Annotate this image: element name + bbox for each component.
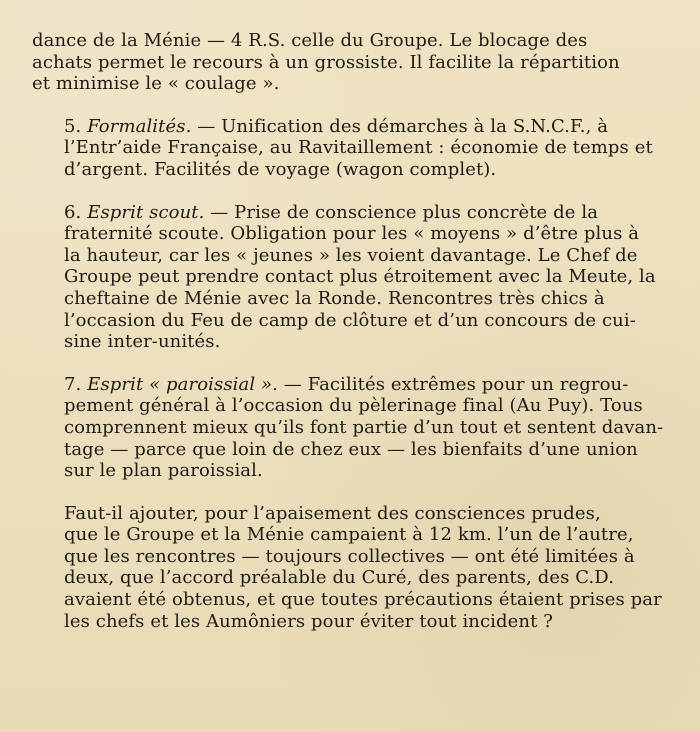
section-6-paragraph bbox=[32, 202, 668, 353]
section-7-line-2: pement général à l’occasion du pèlerinage final (Au Puy). Tous bbox=[64, 395, 643, 417]
closing-line-6: les chefs et les Aumôniers pour éviter tout incident ? bbox=[64, 610, 554, 632]
intro-line-3: et minimise le « coulage ». bbox=[32, 73, 280, 95]
section-7-title: Esprit « paroissial ». bbox=[87, 373, 278, 395]
section-6-number: 6. bbox=[64, 201, 82, 223]
section-5-title: Formalités. bbox=[87, 115, 192, 137]
section-7-line-4: tage — parce que loin de chez eux — les bienfaits d’une union bbox=[64, 438, 638, 460]
section-5-line-3: d’argent. Facilités de voyage (wagon complet). bbox=[64, 158, 497, 180]
section-6-line-1 bbox=[32, 202, 668, 224]
section-7-number: 7. bbox=[64, 373, 82, 395]
intro-paragraph bbox=[32, 30, 668, 95]
section-6-line-4: Groupe peut prendre contact plus étroitement avec la Meute, la bbox=[64, 266, 656, 288]
closing-paragraph bbox=[32, 503, 668, 633]
section-6-line-6: l’occasion du Feu de camp de clôture et d’un concours de cui- bbox=[64, 309, 636, 331]
section-5-line-1 bbox=[32, 116, 668, 138]
closing-line-3: que les rencontres — toujours collectives — ont été limitées à bbox=[64, 545, 635, 567]
closing-line-5: avaient été obtenus, et que toutes précautions étaient prises par bbox=[64, 589, 662, 611]
section-7-line-1 bbox=[32, 374, 668, 396]
document-text bbox=[32, 30, 668, 632]
section-5-number: 5. bbox=[64, 115, 82, 137]
closing-line-4: deux, que l’accord préalable du Curé, des parents, des C.D. bbox=[64, 567, 615, 589]
intro-line-1: dance de la Ménie — 4 R.S. celle du Groupe. Le blocage des bbox=[32, 30, 588, 51]
section-5-line-1-rest: — Unification des démarches à la S.N.C.F., à bbox=[191, 115, 609, 137]
section-7-line-3: comprennent mieux qu’ils font partie d’un tout et sentent davan- bbox=[64, 416, 664, 438]
section-6-title: Esprit scout. bbox=[87, 201, 205, 223]
section-6-line-2: fraternité scoute. Obligation pour les « moyens » d’être plus à bbox=[64, 223, 640, 245]
section-7-paragraph bbox=[32, 374, 668, 482]
section-6-line-3: la hauteur, car les « jeunes » les voient davantage. Le Chef de bbox=[64, 244, 638, 266]
section-5-paragraph bbox=[32, 116, 668, 181]
section-6-line-7: sine inter-unités. bbox=[64, 331, 221, 353]
section-7-line-1-rest: — Facilités extrêmes pour un regrou- bbox=[277, 373, 629, 395]
section-6-line-5: cheftaine de Ménie avec la Ronde. Rencontres très chics à bbox=[64, 287, 605, 309]
closing-line-1: Faut-il ajouter, pour l’apaisement des consciences prudes, bbox=[64, 502, 601, 524]
section-5-line-2: l’Entr’aide Française, au Ravitaillement : économie de temps et bbox=[64, 137, 653, 159]
closing-line-2: que le Groupe et la Ménie campaient à 12 km. l’un de l’autre, bbox=[64, 524, 634, 546]
section-6-line-1-rest: — Prise de conscience plus concrète de la bbox=[204, 201, 599, 223]
section-7-line-5: sur le plan paroissial. bbox=[64, 460, 263, 482]
intro-line-2: achats permet le recours à un grossiste. Il facilite la répartition bbox=[32, 51, 620, 73]
